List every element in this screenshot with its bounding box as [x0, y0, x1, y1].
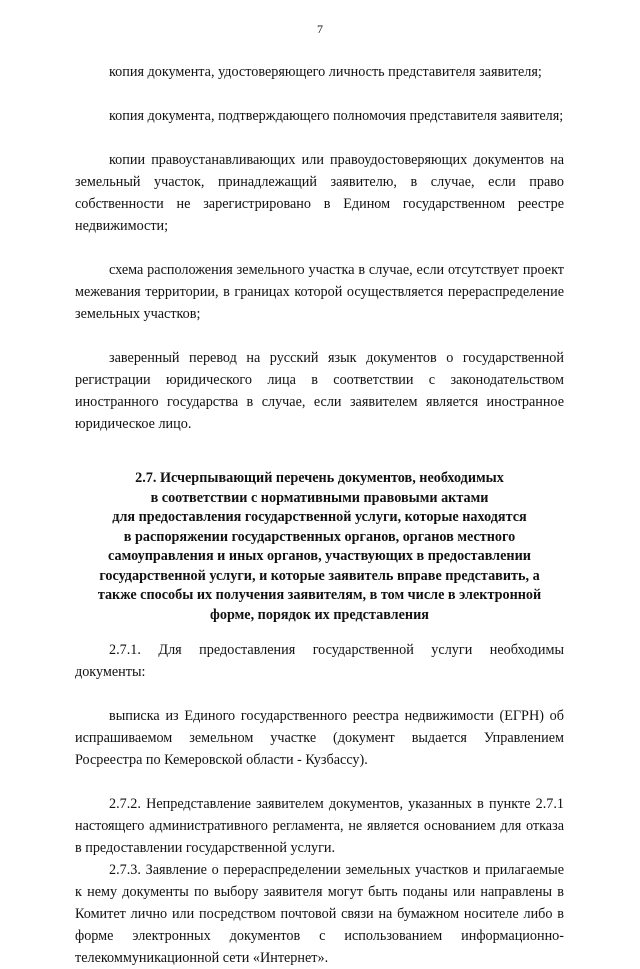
heading-line: государственной услуги, и которые заявитель вправе представить, а: [99, 567, 540, 584]
heading-line: в соответствии с нормативными правовыми актами: [150, 489, 489, 506]
heading-line: для предоставления государственной услуги, которые находятся: [112, 509, 527, 525]
heading-line: также способы их получения заявителям, в том числе в электронной: [97, 587, 542, 603]
heading-line: 2.7. Исчерпывающий перечень документов, необходимых: [135, 470, 504, 486]
heading-line: самоуправления и иных органов, участвующих в предоставлении: [108, 548, 531, 564]
paragraph: заверенный перевод на русский язык документов о государственной регистрации юридического лица в соответствии с законодательством иностранного государства в случае, если заявителем является иностранное юридическое лицо.: [75, 350, 564, 432]
document-body: [75, 61, 564, 969]
page-number: 7: [317, 22, 323, 36]
heading-line: в распоряжении государственных органов, органов местного: [123, 528, 516, 545]
paragraph: копия документа, подтверждающего полномочия представителя заявителя;: [109, 108, 564, 124]
paragraph: выписка из Единого государственного реестра недвижимости (ЕГРН) об испрашиваемом земельном участке (документ выдается Управлением Росреестра по Кемеровской области - Кузбассу).: [75, 708, 564, 768]
paragraph: 2.7.3. Заявление о перераспределении земельных участков и прилагаемые к нему документы по выбору заявителя могут быть поданы или направлены в Комитет лично или посредством почтовой связи на бумажном носителе либо в форме электронных документов с использованием информационно-телекоммуникационной сети «Интернет».: [75, 862, 564, 966]
paragraph: копии правоустанавливающих или правоудостоверяющих документов на земельный участок, принадлежащий заявителю, в случае, если право собственности не зарегистрировано в Едином государственном реестре недвижимости;: [75, 152, 564, 234]
paragraph: схема расположения земельного участка в случае, если отсутствует проект межевания территории, в границах которой осуществляется перераспределение земельных участков;: [75, 262, 564, 322]
paragraph: 2.7.2. Непредставление заявителем документов, указанных в пункте 2.7.1 настоящего административного регламента, не является основанием для отказа в предоставлении государственной услуги.: [75, 796, 564, 856]
heading-line: форме, порядок их представления: [210, 606, 429, 623]
paragraph: копия документа, удостоверяющего личность представителя заявителя;: [109, 64, 542, 80]
section-heading: [75, 469, 564, 625]
paragraph: 2.7.1. Для предоставления государственной услуги необходимы документы:: [75, 642, 564, 680]
